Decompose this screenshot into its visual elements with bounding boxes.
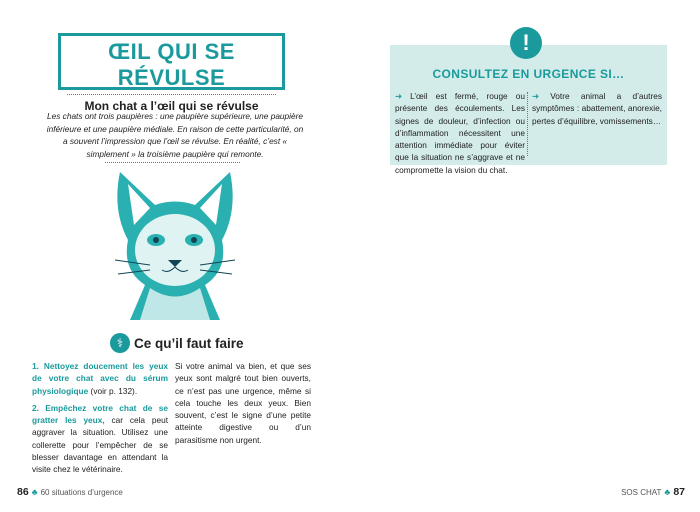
footer-right <box>621 486 685 498</box>
steps-column <box>32 360 168 481</box>
alert-item-2 <box>532 90 662 127</box>
step-2-text: car cela peut aggraver la situation. Utilisez une collerette pour l’empêcher de se blesser davantage en attendant la visite chez le vétérinaire. <box>32 415 169 475</box>
section-heading <box>110 333 244 353</box>
step-1-text: (voir p. 132). <box>88 385 138 396</box>
step-1 <box>32 360 168 397</box>
page-title: ŒIL QUI SE RÉVULSE <box>108 39 235 90</box>
cat-illustration <box>110 170 240 322</box>
leaf-icon: ♣ <box>31 487 38 497</box>
page-number: 87 <box>673 486 685 498</box>
arrow-icon: ➜ <box>395 91 402 101</box>
exclamation-icon: ! <box>510 27 542 59</box>
footer-text: SOS CHAT <box>621 487 662 497</box>
title-box <box>58 33 285 113</box>
divider <box>105 162 240 163</box>
page-number: 86 <box>17 486 29 498</box>
step-1-bold: 1. Nettoyez doucement les yeux de votre chat avec du sérum physiologique <box>32 361 168 396</box>
page-subtitle: Mon chat a l’œil qui se révulse <box>84 99 259 113</box>
divider <box>527 92 528 156</box>
alert-item-1 <box>395 90 525 176</box>
alert-item-text: Votre animal a d’autres symptômes : abattement, anorexie, pertes d’équilibre, vomissements… <box>532 91 662 126</box>
alert-item-text: L’œil est fermé, rouge ou présente des écoulements. Les signes de douleur, d’infection ou d’inflammation nécessitent une attention immédiate pour éviter que la situation ne s’aggrave et ne compromette la vision du chat. <box>395 91 525 175</box>
footer-left <box>17 486 123 498</box>
stethoscope-icon: ⚕ <box>110 333 130 353</box>
section-title: Ce qu’il faut faire <box>134 335 244 351</box>
arrow-icon: ➜ <box>532 91 539 101</box>
footer-text: 60 situations d’urgence <box>40 487 123 497</box>
leaf-icon: ♣ <box>664 487 671 497</box>
intro-text: Les chats ont trois paupières : une paupière supérieure, une paupière inférieure et une paupière médiale. En raison de cette particularité, on a souvent l’impression que l’œil se révulse. En réalité, c’est « simplement » la troisième paupière qui remonte. <box>46 111 304 159</box>
divider <box>67 94 276 95</box>
step-2 <box>32 402 168 476</box>
step-2-bold: 2. Empêchez votre chat de se gratter les yeux, <box>32 402 168 426</box>
info-column: Si votre animal va bien, et que ses yeux sont malgré tout bien ouverts, ce n’est pas une urgence, même si cela touche les deux yeux. Bien souvent, c’est le signe d’une petite atteinte digestive ou d’un parasitisme non urgent. <box>175 361 311 445</box>
alert-title: CONSULTEZ EN URGENCE SI… <box>432 67 625 81</box>
